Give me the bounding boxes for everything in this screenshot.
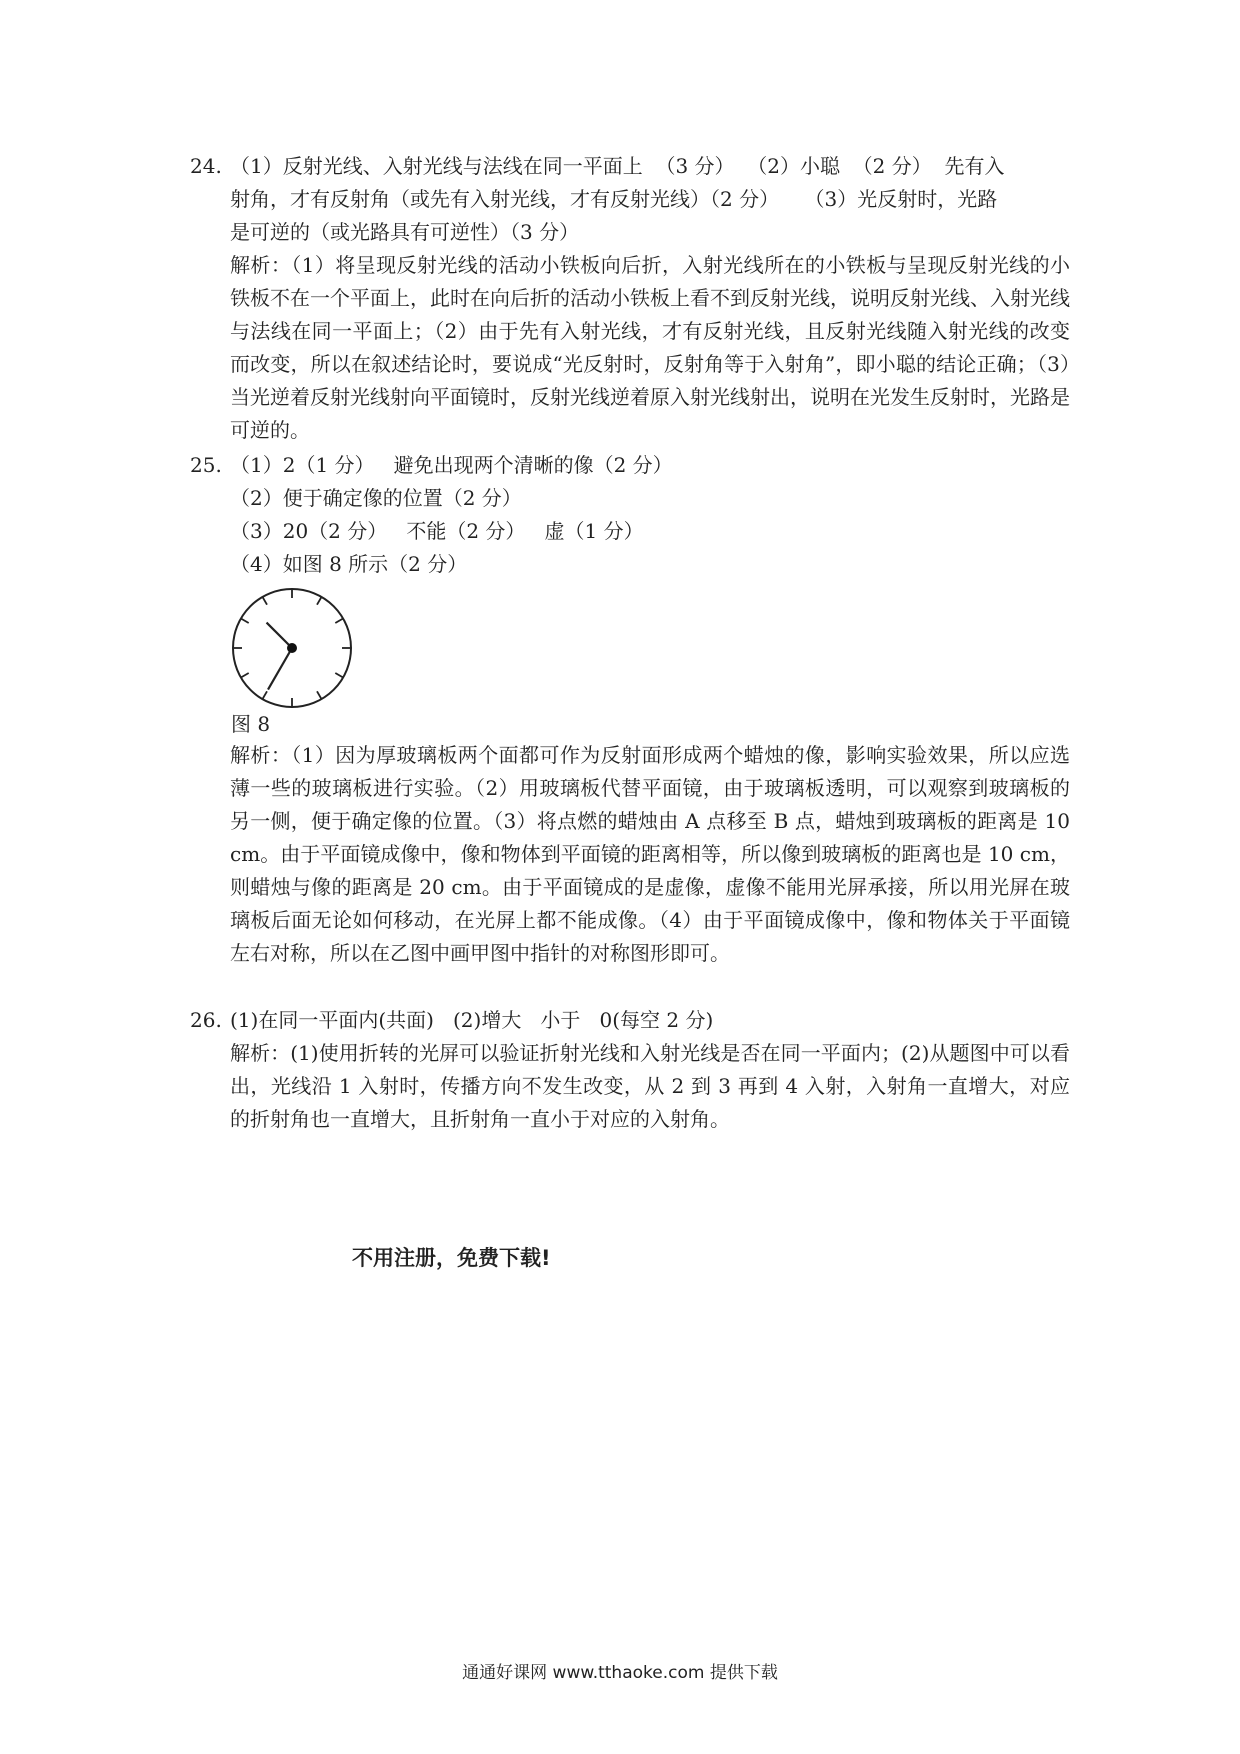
analysis-text: 解析：(1)使用折转的光屏可以验证折射光线和入射光线是否在同一平面内；(2)从题图中可以看出，光线沿 1 入射时，传播方向不发生改变，从 2 到 3 再到 4 入射，入射角一直增大，对应的折射角也一直增大，且折射角一直小于对应的入射角。: [230, 1041, 1070, 1131]
question-number: 24.: [190, 154, 222, 178]
answer-line: 射角，才有反射角（或先有入射光线，才有反射光线）（2 分） （3）光反射时，光路: [230, 187, 998, 211]
question-number: 25.: [190, 453, 222, 477]
answer-line: （3）20（2 分） 不能（2 分） 虚（1 分）: [230, 519, 644, 543]
clock-tick: [241, 673, 249, 678]
clock-tick: [263, 597, 268, 605]
question-number: 26.: [190, 1008, 222, 1032]
answer-line: （2）便于确定像的位置（2 分）: [230, 486, 522, 510]
analysis-text: 解析：（1）因为厚玻璃板两个面都可作为反射面形成两个蜡烛的像，影响实验效果，所以应选薄一些的玻璃板进行实验。（2）用玻璃板代替平面镜，由于玻璃板透明，可以观察到玻璃板的另一侧，便于确定像的位置。（3）将点燃的蜡烛由 A 点移至 B 点，蜡烛到玻璃板的距离是 10 cm。由于平面镜成像中，像和物体到平面镜的距离相等，所以像到玻璃板的距离也是 10 cm，则蜡烛与像的距离是 20 cm。由于平面镜成的是虚像，虚像不能用光屏承接，所以用光屏在玻璃板后面无论如何移动，在光屏上都不能成像。（4）由于平面镜成像中，像和物体关于平面镜左右对称，所以在乙图中画甲图中指针的对称图形即可。: [230, 743, 1070, 965]
minute-hand: [268, 648, 292, 690]
clock-tick: [317, 691, 322, 699]
analysis-text: 解析：（1）将呈现反射光线的活动小铁板向后折，入射光线所在的小铁板与呈现反射光线的小铁板不在一个平面上，此时在向后折的活动小铁板上看不到反射光线，说明反射光线、入射光线与法线在同一平面上；（2）由于先有入射光线，才有反射光线，且反射光线随入射光线的改变而改变，所以在叙述结论时，要说成“光反射时，反射角等于入射角”，即小聪的结论正确；（3）当光逆着反射光线射向平面镜时，反射光线逆着原入射光线射出，说明在光发生反射时，光路是可逆的。: [230, 253, 1070, 442]
clock-center-dot: [287, 643, 297, 653]
clock-tick: [317, 597, 322, 605]
clock-tick: [335, 673, 343, 678]
clock-tick: [241, 619, 249, 624]
hour-hand: [267, 623, 292, 648]
answer-line: 是可逆的（或光路具有可逆性）（3 分）: [230, 220, 580, 244]
footer-source: 通通好课网 www.tthaoke.com 提供下载: [462, 1663, 778, 1683]
clock-tick: [263, 691, 268, 699]
answer-24: [190, 150, 1070, 447]
figure-caption: 图 8: [231, 712, 271, 736]
answer-26: [190, 1004, 1070, 1136]
answer-line: （1）反射光线、入射光线与法线在同一平面上 （3 分） （2）小聪 （2 分） 先有入: [230, 154, 1005, 178]
answer-25-analysis: [190, 739, 1070, 970]
answer-line: （4）如图 8 所示（2 分）: [230, 552, 468, 576]
answer-25: [190, 449, 1070, 581]
promo-text: 不用注册，免费下载!: [352, 1246, 551, 1270]
answer-line: （1）2（1 分） 避免出现两个清晰的像（2 分）: [230, 453, 673, 477]
clock-tick: [335, 619, 343, 624]
clock-figure: [230, 586, 354, 710]
answer-line: (1)在同一平面内(共面) (2)增大 小于 0(每空 2 分): [230, 1008, 714, 1032]
